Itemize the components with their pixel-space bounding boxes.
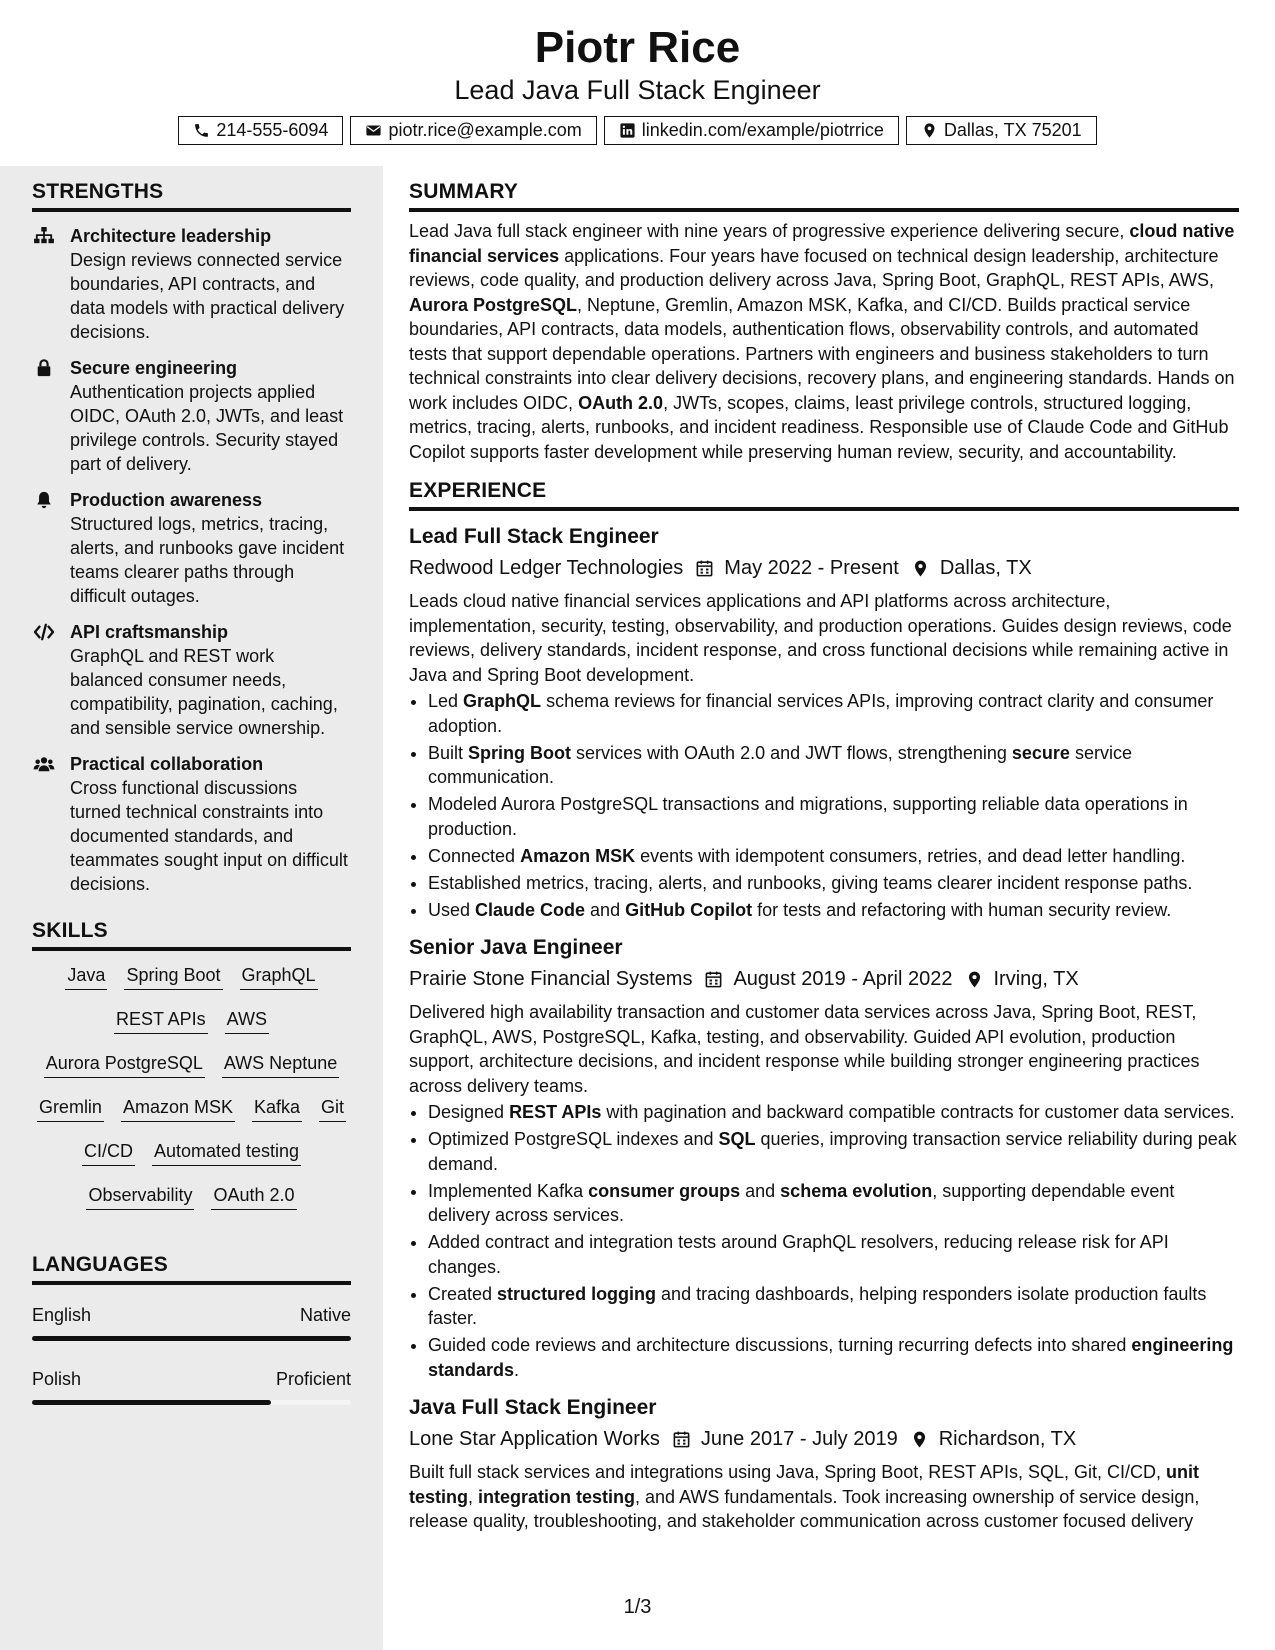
text-run: Created [428,1283,498,1304]
skill-tag: Gremlin [37,1095,104,1122]
strength-item [32,488,351,608]
job-location: Dallas, TX [939,557,1032,579]
bold-text: SQL [718,1129,756,1149]
skill-tag: Spring Boot [124,963,222,990]
contact-location-text: Dallas, TX 75201 [943,120,1082,140]
language-proficiency-fill [32,1400,271,1405]
skill-tag: Amazon MSK [121,1095,235,1122]
summary-text [409,219,1239,464]
bold-text: REST APIs [509,1102,602,1122]
strength-item [32,752,351,896]
skill-tag: Observability [86,1183,194,1210]
candidate-name: Piotr Rice [534,23,741,72]
job-entry [409,1394,1239,1534]
job-bullet [428,898,1239,923]
bold-text: Spring Boot [468,742,572,763]
strength-item [32,224,351,344]
language-name: Polish [32,1369,82,1389]
text-run: Added contract and integration tests around GraphQL resolvers, reducing release risk for API changes. [428,1232,1169,1277]
location-pin-icon [921,122,938,139]
job-title: Senior Java Engineer [409,936,623,959]
experience-heading: EXPERIENCE [409,479,1239,511]
bold-text: secure [1011,742,1070,763]
text-run: , JWTs, scopes, claims, least privilege controls, structured logging, metrics, tracing, alerts, runbooks, and incident readiness. Responsible use of Claude Code and GitHub Copilot supports faster development while preserving human review, security, and accountability. [409,392,1229,462]
text-run: applications. Four years have focused on technical design leadership, architecture reviews, code quality, and production delivery across Java, Spring Boot, GraphQL, REST APIs, AWS, [409,245,1219,290]
contact-linkedin[interactable] [604,116,899,145]
bold-text: integration testing [478,1486,636,1507]
location-pin-icon [965,970,984,989]
language-proficiency-bar [32,1400,351,1405]
job-dates: May 2022 - Present [724,557,899,579]
job-bullet [428,792,1239,841]
strength-title: API craftsmanship [70,622,229,642]
skill-tag: Kafka [252,1095,302,1122]
job-description [409,589,1239,687]
job-title: Java Full Stack Engineer [409,1396,657,1419]
language-item [32,1303,351,1341]
strength-item [32,356,351,476]
bold-text: OAuth 2.0 [578,392,664,413]
job-entry [409,523,1239,922]
text-run: Optimized PostgreSQL indexes and [428,1129,719,1149]
job-bullet [428,741,1239,790]
calendar-icon [672,1430,691,1449]
text-run: Connected [428,845,521,866]
bold-text: Claude Code [475,899,586,920]
strength-title: Practical collaboration [70,754,264,774]
text-run: , and AWS fundamentals. Took increasing ownership of service design, release quality, troubleshooting, and stakeholder communication across customer focused delivery [409,1486,1200,1531]
envelope-icon [365,122,382,139]
language-proficiency-bar [32,1336,351,1341]
main-content [409,166,1239,1534]
text-run: events with idempotent consumers, retries, and dead letter handling. [635,845,1186,866]
bold-text: schema evolution [780,1180,933,1201]
users-icon [32,755,56,773]
skill-tag: AWS [225,1007,269,1034]
text-run: services with OAuth 2.0 and JWT flows, strengthening [571,742,1012,763]
strength-desc: Structured logs, metrics, tracing, alerts, and runbooks gave incident teams clearer paths through difficult outages. [70,514,345,606]
strengths-heading: STRENGTHS [32,180,351,212]
text-run: Established metrics, tracing, alerts, and runbooks, giving teams clearer incident response paths. [428,872,1193,893]
job-bullet [428,1179,1239,1228]
bell-icon [32,491,56,509]
text-run: queries, improving transaction service reliability during peak demand. [428,1129,1237,1174]
skill-tag: Git [319,1095,346,1122]
text-run: . [514,1359,520,1380]
bold-text: Amazon MSK [520,845,636,866]
text-run: , [468,1486,479,1507]
language-proficiency-fill [32,1336,351,1341]
job-meta [409,553,1239,583]
job-bullet [428,1100,1239,1125]
contact-bar [0,116,1275,145]
candidate-title: Lead Java Full Stack Engineer [454,75,821,105]
job-dates: June 2017 - July 2019 [700,1428,898,1450]
skill-tag: Aurora PostgreSQL [44,1051,205,1078]
skill-tag: GraphQL [240,963,318,990]
skills-list [32,963,351,1227]
job-bullet [428,844,1239,869]
skills-heading: SKILLS [32,919,351,951]
bold-text: unit testing [409,1462,1199,1507]
strength-title: Secure engineering [70,358,238,378]
job-location: Irving, TX [993,968,1079,990]
linkedin-icon [619,122,636,139]
text-run: Built [428,742,469,763]
sitemap-icon [32,227,56,245]
bold-text: Aurora PostgreSQL [409,294,578,315]
resume-header [0,0,1275,145]
summary-heading: SUMMARY [409,180,1239,212]
text-run: and tracing dashboards, helping responders isolate production faults faster. [428,1283,1207,1328]
job-company: Prairie Stone Financial Systems [409,968,693,990]
strength-desc: Design reviews connected service boundaries, API contracts, and data models with practical delivery decisions. [70,250,345,342]
strength-desc: Cross functional discussions turned technical constraints into documented standards, and teammates sought input on difficult decisions. [70,778,348,894]
page-number: 1/3 [623,1596,652,1618]
text-run: Delivered high availability transaction and customer data services across Java, Spring Boot, REST, GraphQL, AWS, PostgreSQL, Kafka, testing, and observability. Guided API evolution, production support, architecture decisions, and incident response while building stronger engineering practices across delivery teams. [409,1002,1200,1096]
text-run: Leads cloud native financial services applications and API platforms across architecture, implementation, security, testing, observability, and production operations. Guides design reviews, code reviews, delivery standards, incident response, and cross functional decisions while remaining active in Java and Spring Boot development. [409,591,1232,685]
job-meta [409,964,1239,994]
bold-text: cloud native financial services [409,221,1235,266]
skill-tag: AWS Neptune [222,1051,339,1078]
text-run: Used [428,899,476,920]
contact-phone[interactable] [178,116,343,145]
job-title: Lead Full Stack Engineer [409,525,659,548]
contact-location[interactable] [906,116,1097,145]
text-run: Led [428,691,464,711]
strength-item [32,620,351,740]
job-bullet [428,1333,1239,1382]
job-location: Richardson, TX [938,1428,1077,1450]
text-run: for tests and refactoring with human security review. [752,899,1172,920]
location-pin-icon [910,1430,929,1449]
location-pin-icon [911,559,930,578]
job-dates: August 2019 - April 2022 [733,968,953,990]
bold-text: structured logging [497,1283,657,1304]
languages-heading: LANGUAGES [32,1253,351,1285]
language-level: Native [299,1305,351,1325]
strength-title: Production awareness [70,490,263,510]
strength-desc: Authentication projects applied OIDC, OAuth 2.0, JWTs, and least privilege controls. Security stayed part of delivery. [70,382,344,474]
bold-text: GraphQL [463,691,542,711]
contact-linkedin-text: linkedin.com/example/piotrrice [641,120,884,140]
contact-phone-text: 214-555-6094 [216,120,329,140]
calendar-icon [695,559,714,578]
job-company: Redwood Ledger Technologies [409,557,684,579]
job-bullet [428,871,1239,896]
text-run: and [585,899,626,920]
text-run: Guided code reviews and architecture discussions, turning recurring defects into shared [428,1335,1132,1355]
contact-email[interactable] [350,116,596,145]
job-meta [409,1424,1239,1454]
strength-title: Architecture leadership [70,226,272,246]
text-run: and [740,1180,781,1201]
skill-tag: REST APIs [114,1007,208,1034]
skill-tag: Automated testing [152,1139,301,1166]
bold-text: consumer groups [588,1180,741,1201]
text-run: , supporting dependable event delivery across services. [428,1180,1175,1225]
text-run: Lead Java full stack engineer with nine years of progressive experience delivering secure, [409,221,1130,241]
text-run: , Neptune, Gremlin, Amazon MSK, Kafka, and CI/CD. Builds practical service boundaries, API contracts, data models, authentication flows, observability controls, and automated tests that support dependable operations. Partners with engineers and business stakeholders to turn technical constraints into clear delivery decisions, recovery plans, and engineering standards. Hands on work includes OIDC, [409,294,1235,413]
text-run: Modeled Aurora PostgreSQL transactions and migrations, supporting reliable data operations in production. [428,794,1188,839]
language-item [32,1367,351,1405]
code-icon [32,623,56,641]
job-bullet [428,1230,1239,1279]
calendar-icon [704,970,723,989]
phone-icon [193,122,210,139]
sidebar [0,166,383,1650]
lock-icon [32,359,56,377]
contact-email-text: piotr.rice@example.com [388,120,582,140]
job-description [409,1460,1239,1534]
job-bullets [409,1100,1239,1382]
job-description [409,1000,1239,1098]
job-company: Lone Star Application Works [409,1428,660,1450]
text-run: with pagination and backward compatible contracts for customer data services. [601,1102,1235,1122]
job-bullet [428,1127,1239,1176]
text-run: Built full stack services and integrations using Java, Spring Boot, REST APIs, SQL, Git, CI/CD, [409,1462,1166,1482]
language-level: Proficient [275,1369,351,1389]
skill-tag: Java [65,963,107,990]
text-run: Implemented Kafka [428,1180,589,1201]
text-run: Designed [428,1102,510,1122]
skill-tag: CI/CD [82,1139,135,1166]
bold-text: engineering standards [428,1335,1234,1380]
text-run: schema reviews for financial services APIs, improving contract clarity and consumer adoption. [428,691,1214,736]
language-name: English [32,1305,92,1325]
job-entry [409,934,1239,1382]
job-bullet [428,689,1239,738]
bold-text: GitHub Copilot [625,899,753,920]
job-bullet [428,1282,1239,1331]
skill-tag: OAuth 2.0 [211,1183,296,1210]
text-run: service communication. [428,742,1132,787]
strength-desc: GraphQL and REST work balanced consumer needs, compatibility, pagination, caching, and sensible service ownership. [70,646,338,738]
job-bullets [409,689,1239,922]
